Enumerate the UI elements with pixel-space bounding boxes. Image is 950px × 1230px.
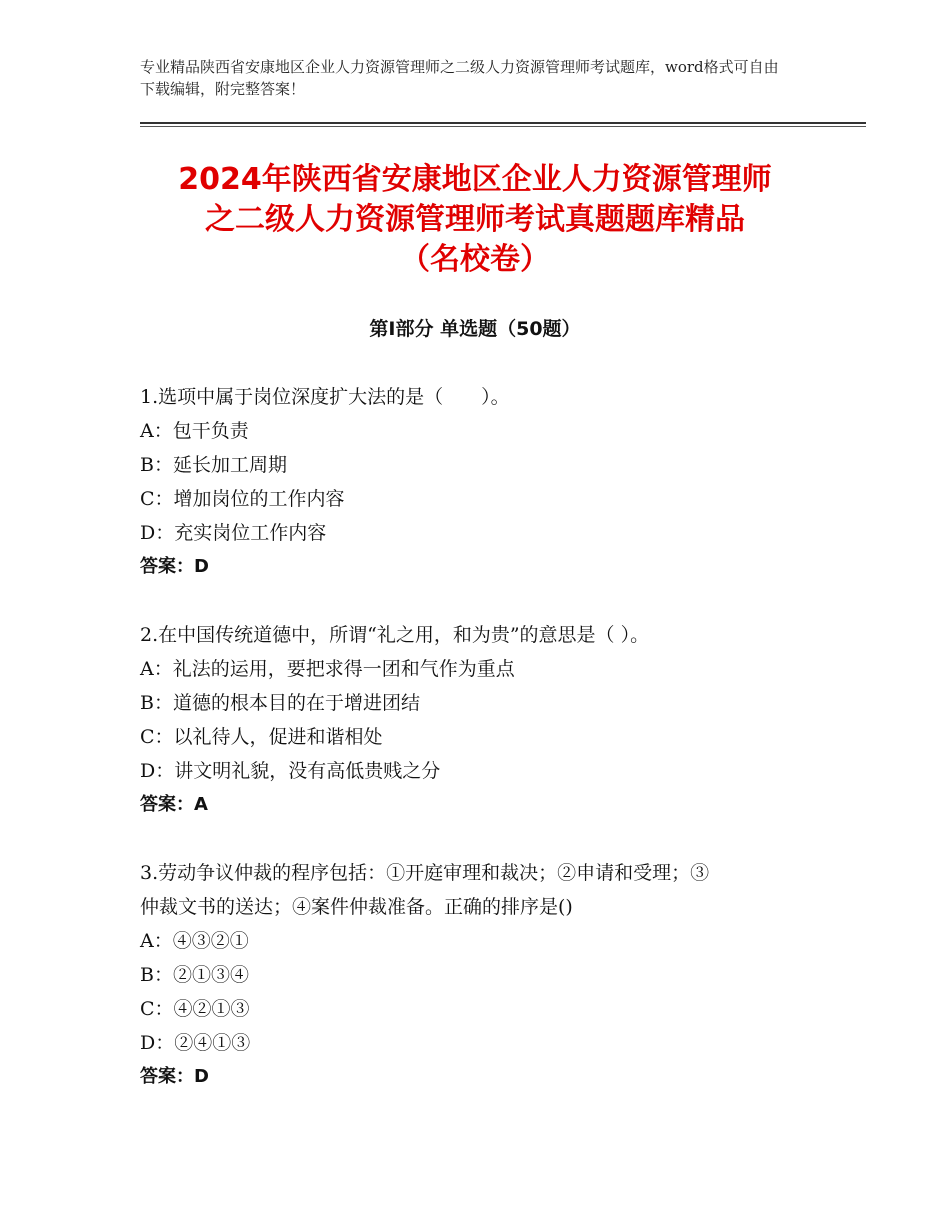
option-d: D：讲文明礼貌，没有高低贵贱之分: [140, 760, 441, 782]
title-line-2: 之二级人力资源管理师考试真题题库精品: [205, 202, 745, 237]
option-d: D：②④①③: [140, 1032, 251, 1054]
option-b: B：②①③④: [140, 964, 249, 986]
header-divider-thick: [140, 122, 866, 124]
question-stem: 3.劳动争议仲裁的程序包括：①开庭审理和裁决；②申请和受理；③: [140, 862, 710, 884]
title-line-3: （名校卷）: [400, 242, 550, 277]
question-stem: 1.选项中属于岗位深度扩大法的是（ ）。: [140, 386, 510, 408]
header-divider-thin: [140, 126, 866, 127]
answer: 答案：D: [140, 556, 209, 577]
option-a: A：④③②①: [140, 930, 249, 952]
document-title: [100, 160, 850, 280]
option-c: C：以礼待人，促进和谐相处: [140, 726, 383, 748]
question-stem: 2.在中国传统道德中，所谓“礼之用，和为贵”的意思是（ ）。: [140, 624, 650, 646]
question-3: [140, 856, 820, 1094]
section-title: 第Ⅰ部分 单选题（50题）: [369, 318, 581, 340]
question-2: [140, 618, 820, 822]
question-list: [140, 380, 820, 1128]
header-note: 专业精品陕西省安康地区企业人力资源管理师之二级人力资源管理师考试题库，word格式可自由下载编辑，附完整答案！: [140, 58, 779, 98]
option-a: A：包干负责: [140, 420, 249, 442]
question-1: [140, 380, 820, 584]
option-c: C：④②①③: [140, 998, 250, 1020]
title-line-1: 2024年陕西省安康地区企业人力资源管理师: [178, 162, 772, 197]
option-b: B：延长加工周期: [140, 454, 287, 476]
option-a: A：礼法的运用，要把求得一团和气作为重点: [140, 658, 515, 680]
answer: 答案：A: [140, 794, 208, 815]
option-b: B：道德的根本目的在于增进团结: [140, 692, 420, 714]
answer: 答案：D: [140, 1066, 209, 1087]
question-stem-continued: 仲裁文书的送达；④案件仲裁准备。正确的排序是(): [140, 896, 573, 918]
option-d: D：充实岗位工作内容: [140, 522, 327, 544]
option-c: C：增加岗位的工作内容: [140, 488, 345, 510]
